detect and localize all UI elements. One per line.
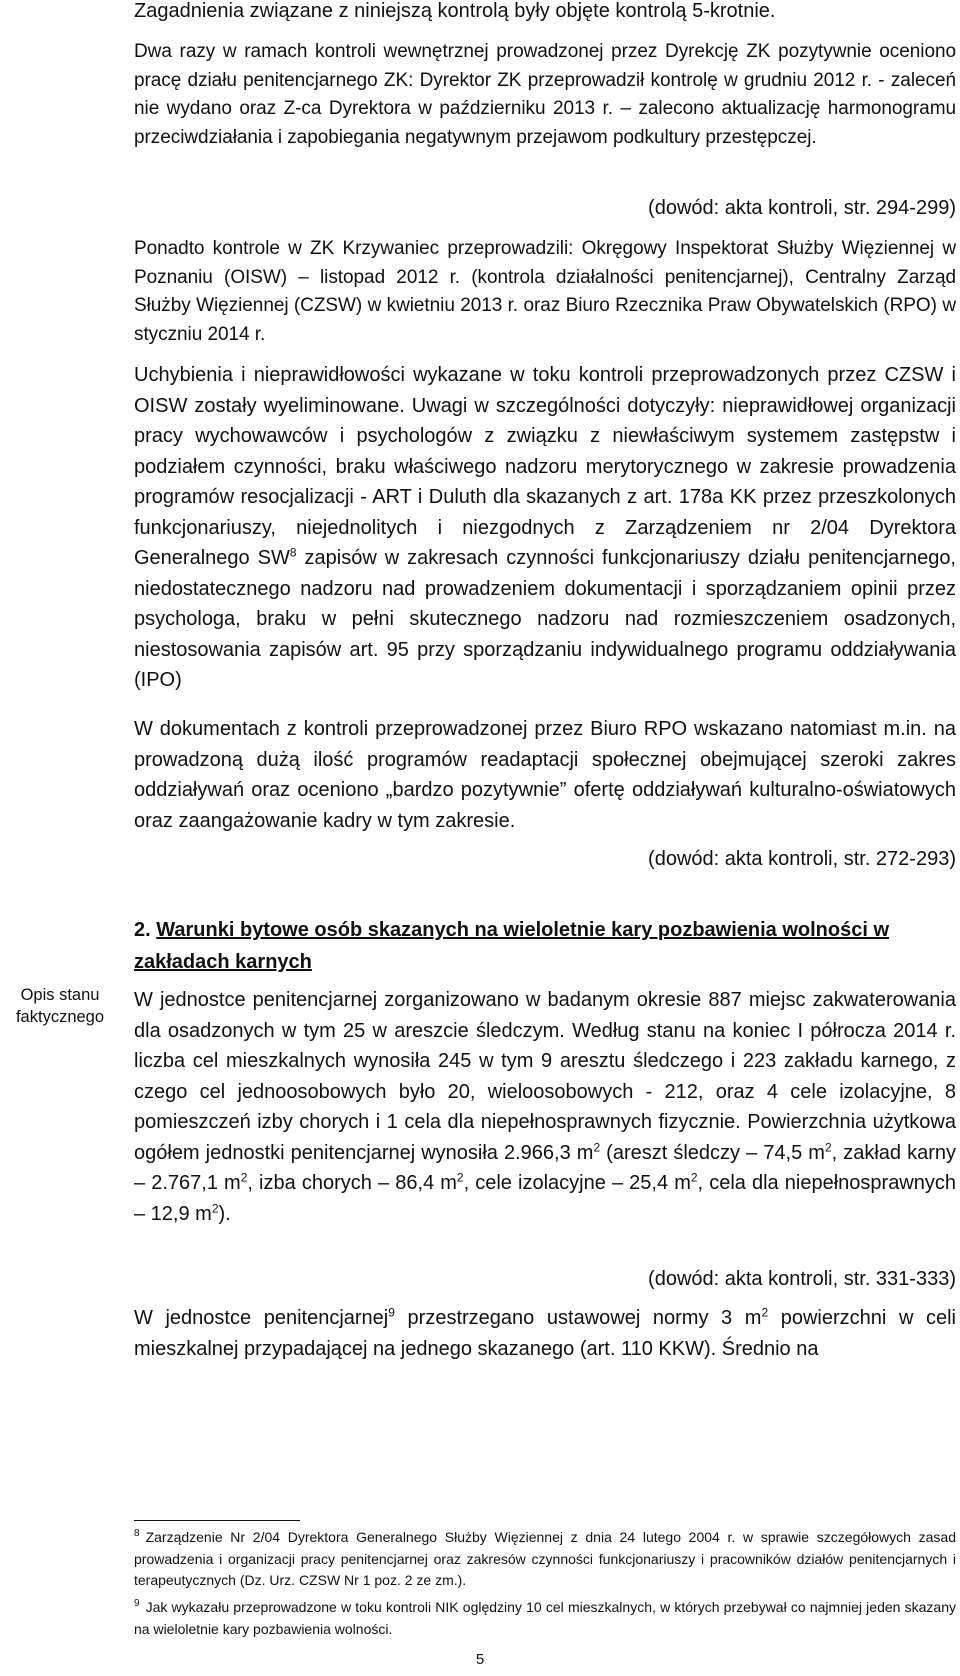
paragraph-internal-control: Dwa razy w ramach kontroli wewnętrznej prowadzonej przez Dyrekcję ZK pozytywnie oceniono pracę działu penitencjarnego ZK: Dyrektor ZK przeprowadził kontrolę w grudniu 2012 r. - zaleceń nie wydano oraz Z-ca Dyrektora w październiku 2013 r. – zalecono aktualizację harmonogramu przeciwdziałania i zapobiegania negatywnym przejawom podkultury przestępczej. <box>134 41 956 148</box>
paragraph-irregularities-b: zapisów w zakresach czynności funkcjonariuszy działu penitencjarnego, niedostatecznego nadzoru nad prowadzeniem dokumentacji i sporządzaniem opinii przez psychologa, braku w pełni skutecznego nadzoru nad rozmieszczeniem osadzonych, niestosowania zapisów art. 95 przy sporządzaniu indywidualnego programu oddziaływania (IPO) <box>134 547 956 691</box>
norm-text-b: przestrzegano ustawowej normy 3 m <box>394 1307 762 1329</box>
evidence-2-wrap <box>134 844 956 875</box>
evidence-reference: (dowód: akta kontroli, str. 272-293) <box>648 848 956 870</box>
accommodation-text-e: , cele izolacyjne – 25,4 m <box>463 1172 691 1194</box>
footnote-9-text: Jak wykazału przeprowadzone w toku kontroli NIK oględziny 10 cel mieszkalnych, w których przebywał co najmniej jeden skazany na wieloletnie kary pozbawienia wolności. <box>134 1599 956 1637</box>
body-column-3 <box>134 360 956 696</box>
evidence-reference: (dowód: akta kontroli, str. 294-299) <box>648 197 956 219</box>
footnote-8-text: Zarządzenie Nr 2/04 Dyrektora Generalnego Służby Więziennej z dnia 24 lutego 2004 r. w sprawie szczegółowych zasad prowadzenia i organizacji pracy penitencjarnej oraz zakresów czynności funkcjonariuszy i pracowników działów penitencjarnych i terapeutycznych (Dz. Urz. CZSW Nr 1 poz. 2 ze zm.). <box>134 1529 956 1588</box>
paragraph-accommodation <box>134 985 956 1229</box>
body-column-6 <box>134 1303 956 1364</box>
side-label-line-2: faktycznego <box>15 1008 105 1026</box>
section-title: Warunki bytowe osób skazanych na wieloletnie kary pozbawienia wolności w zakładach karnych <box>134 919 890 973</box>
side-label-line-1: Opis stanu <box>20 986 100 1004</box>
page-number: 5 <box>475 1651 485 1668</box>
superscript-2: 2 <box>593 1139 601 1154</box>
accommodation-text-b: (areszt śledczy – 74,5 m <box>600 1141 825 1164</box>
side-label <box>0 984 120 1028</box>
section-heading-text <box>134 914 956 978</box>
footnote-separator <box>134 1520 300 1521</box>
paragraph-irregularities-a: Uchybienia i nieprawidłowości wykazane w toku kontroli przeprowadzonych przez CZSW i OISW zostały wyeliminowane. Uwagi w szczególności dotyczyły: nieprawidłowej organizacji pracy wychowawców i psychologów z związku z niewłaściwym systemem zastępstw i podziałem czynności, braku właściwego nadzoru merytorycznego w zakresie prowadzenia programów resocjalizacji - ART i Duluth dla skazanych z art. 178a KK przez przeszkolonych funkcjonariuszy, niejednolitych i niezgodnych z Zarządzeniem nr 2/04 Dyrektora Generalnego SW <box>134 364 956 569</box>
body-column-5 <box>134 985 956 1229</box>
accommodation-text-a: W jednostce penitencjarnej zorganizowano w badanym okresie 887 miejsc zakwaterowania dla osadzonych w tym 25 w areszcie śledczym. Według stanu na koniec I półrocza 2014 r. liczba cel mieszkalnych wynosiła 245 w tym 9 aresztu śledczego i 223 zakładu karnego, z czego cel jednoosobowych było 20, wieloosobowych - 212, oraz 4 cele izolacyjne, 8 pomieszczeń izby chorych i 1 cela dla niepełnosprawnych fizycznie. Powierzchnia użytkowa ogółem jednostki penitencjarnej wynosiła 2.966,3 m <box>134 989 956 1164</box>
section-number: 2. <box>134 919 151 941</box>
footnote-ref-9: 9 <box>388 1305 395 1320</box>
paragraph-intro: Zagadnienia związane z niniejszą kontrolą były objęte kontrolą 5-krotnie. <box>134 0 776 22</box>
paragraph-norm <box>134 1303 956 1364</box>
paragraph-external-controls: Ponadto kontrole w ZK Krzywaniec przeprowadzili: Okręgowy Inspektorat Służby Więziennej w Poznaniu (OISW) – listopad 2012 r. (kontrola działalności penitencjarnej), Centralny Zarząd Służby Więziennej (CZSW) w kwietniu 2013 r. oraz Biuro Rzecznika Praw Obywatelskich (RPO) w styczniu 2014 r. <box>134 238 956 345</box>
superscript-2: 2 <box>240 1170 248 1185</box>
body-column-top <box>134 0 956 27</box>
footnote-ref-8: 8 <box>289 545 297 560</box>
paragraph-irregularities <box>134 360 956 696</box>
footnote-8 <box>134 1527 956 1592</box>
norm-text-a: W jednostce penitencjarnej <box>134 1307 389 1329</box>
footnote-9-number: 9 <box>134 1598 140 1610</box>
footnote-9 <box>134 1597 956 1640</box>
body-column-4 <box>134 714 956 836</box>
body-column-1 <box>134 38 956 152</box>
paragraph-rpo: W dokumentach z kontroli przeprowadzonej przez Biuro RPO wskazano natomiast m.in. na prowadzoną dużą ilość programów readaptacji społecznej obejmującej szeroki zakres oddziaływań oraz oceniono „bardzo pozytywnie” ofertę oddziaływań kulturalno-oświatowych oraz zaangażowanie kadry w tym zakresie. <box>134 718 956 832</box>
norm-text-c: powierzchni w celi mieszkalnej przypadającej na jednego skazanego (art. 110 KKW). Średnio na <box>134 1307 957 1360</box>
evidence-reference: (dowód: akta kontroli, str. 331-333) <box>648 1268 956 1290</box>
footnote-8-number: 8 <box>134 1528 140 1540</box>
superscript-2: 2 <box>761 1305 769 1320</box>
accommodation-text-c: , zakład karny – 2.767,1 m <box>134 1141 957 1194</box>
body-column-2 <box>134 235 956 349</box>
superscript-2: 2 <box>690 1170 698 1185</box>
evidence-1-wrap <box>134 193 956 224</box>
section-heading <box>134 914 956 978</box>
superscript-2: 2 <box>456 1170 464 1185</box>
accommodation-text-d: , izba chorych – 86,4 m <box>247 1172 457 1194</box>
evidence-3-wrap <box>134 1264 956 1295</box>
superscript-2: 2 <box>211 1200 219 1215</box>
superscript-2: 2 <box>824 1139 832 1154</box>
accommodation-text-g: ). <box>218 1202 231 1225</box>
accommodation-text-f: , cela dla niepełnosprawnych – 12,9 m <box>134 1172 957 1225</box>
